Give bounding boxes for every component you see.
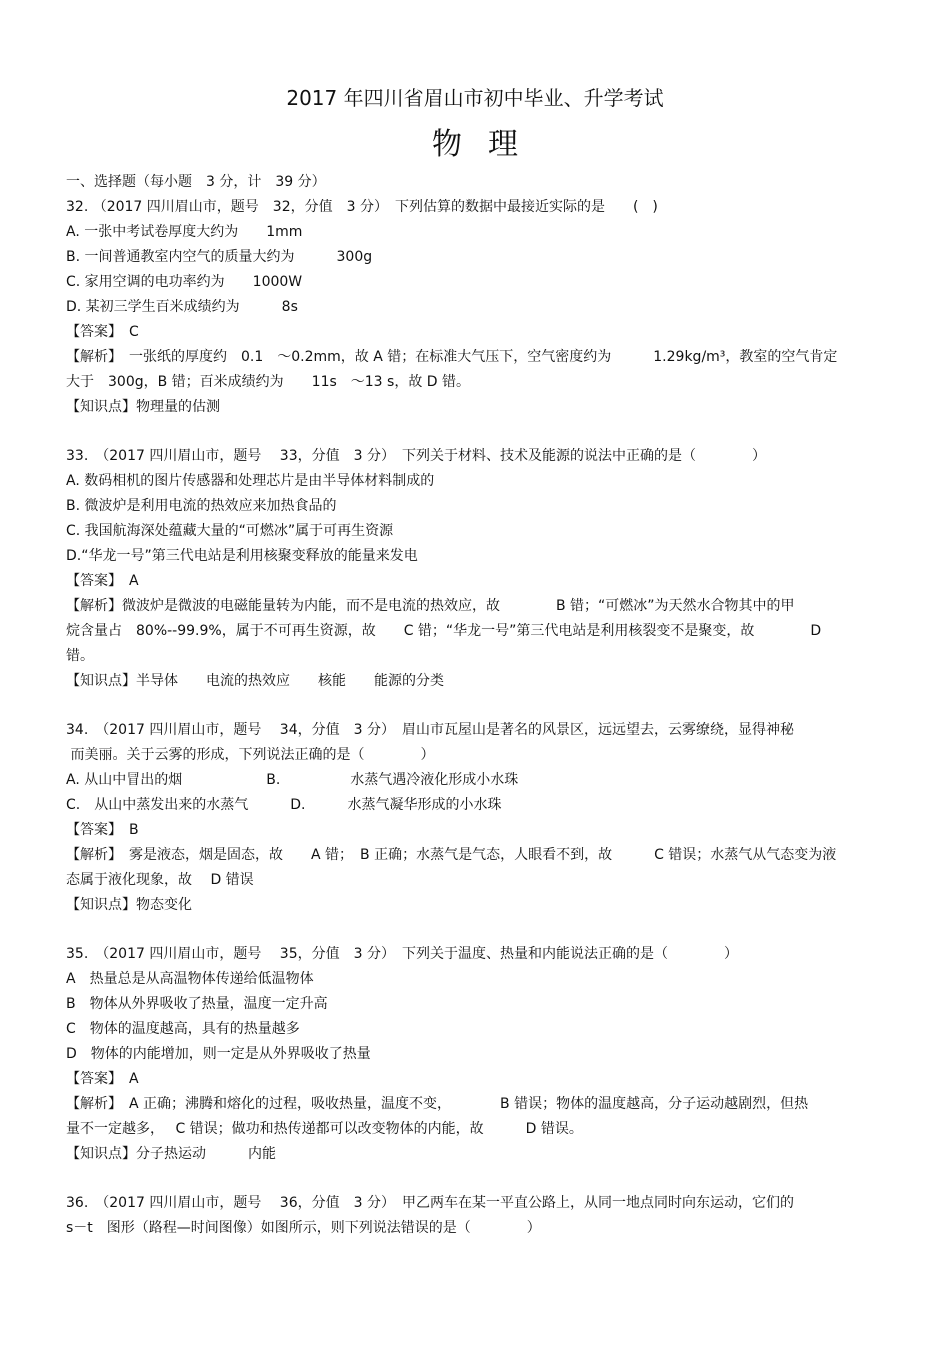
question-35-analysis-line-1: 【解析】 A 正确；沸腾和熔化的过程，吸收热量，温度不变， B 错误；物体的温度越高，分子运动越剧烈，但热	[66, 1096, 809, 1112]
question-32-answer: 【答案】 C	[66, 324, 139, 340]
question-36-stem-line-2: s－t 图形（路程—时间图像）如图所示，则下列说法错误的是（ ）	[66, 1220, 541, 1236]
question-32-option-a: A. 一张中考试卷厚度大约为 1mm	[66, 224, 303, 240]
question-33-stem: 33. （2017 四川眉山市，题号 33，分值 3 分） 下列关于材料、技术及能源的说法中正确的是（ ）	[66, 448, 766, 464]
question-35-analysis-line-2: 量不一定越多， C 错误；做功和热传递都可以改变物体的内能，故 D 错误。	[66, 1121, 583, 1137]
question-34-options-cd: C. 从山中蒸发出来的水蒸气 D. 水蒸气凝华形成的小水珠	[66, 797, 502, 813]
question-35-answer: 【答案】 A	[66, 1071, 139, 1087]
question-34-analysis-line-2: 态属于液化现象，故 D 错误	[66, 872, 254, 888]
question-32-analysis-line-2: 大于 300g，B 错；百米成绩约为 11s ～13 s，故 D 错。	[66, 374, 471, 390]
question-32-knowledge: 【知识点】物理量的估测	[66, 399, 220, 415]
question-33-analysis-line-2: 烷含量占 80%--99.9%，属于不可再生资源，故 C 错；“华龙一号”第三代电站是利用核裂变不是聚变，故 D	[66, 623, 822, 639]
question-32-option-d: D. 某初三学生百米成绩约为 8s	[66, 299, 298, 315]
question-32-analysis-line-1: 【解析】 一张纸的厚度约 0.1 ～0.2mm，故 A 错；在标准大气压下，空气密度约为 1.29kg/m³，教室的空气肯定	[66, 349, 838, 365]
question-35-knowledge: 【知识点】分子热运动 内能	[66, 1146, 276, 1162]
question-34-analysis-line-1: 【解析】 雾是液态，烟是固态，故 A 错； B 正确；水蒸气是气态，人眼看不到，故 C 错误；水蒸气从气态变为液	[66, 847, 837, 863]
question-33-option-c: C. 我国航海深处蕴藏大量的“可燃冰”属于可再生资源	[66, 523, 394, 539]
question-34-knowledge: 【知识点】物态变化	[66, 897, 192, 913]
question-35-option-c: C 物体的温度越高，具有的热量越多	[66, 1021, 300, 1037]
question-34-answer: 【答案】 B	[66, 822, 139, 838]
question-35-option-d: D 物体的内能增加，则一定是从外界吸收了热量	[66, 1046, 371, 1062]
question-32-option-b: B. 一间普通教室内空气的质量大约为 300g	[66, 249, 373, 265]
question-34-stem-line-1: 34. （2017 四川眉山市，题号 34，分值 3 分） 眉山市瓦屋山是著名的风景区，远远望去，云雾缭绕，显得神秘	[66, 722, 794, 738]
question-32-option-c: C. 家用空调的电功率约为 1000W	[66, 274, 303, 290]
subject-title: 物理	[432, 127, 544, 162]
question-33-analysis-line-3: 错。	[66, 648, 94, 664]
section-header: 一、选择题（每小题 3 分，计 39 分）	[66, 174, 326, 190]
question-33-knowledge: 【知识点】半导体 电流的热效应 核能 能源的分类	[66, 673, 444, 689]
question-33-analysis-line-1: 【解析】微波炉是微波的电磁能量转为内能，而不是电流的热效应，故 B 错；“可燃冰”为天然水合物其中的甲	[66, 598, 795, 614]
question-34-stem-line-2: 而美丽。关于云雾的形成，下列说法正确的是（ ）	[66, 747, 435, 763]
question-35-stem: 35. （2017 四川眉山市，题号 35，分值 3 分） 下列关于温度、热量和内能说法正确的是（ ）	[66, 946, 738, 962]
question-32-stem: 32. （2017 四川眉山市，题号 32，分值 3 分） 下列估算的数据中最接近实际的是 ( )	[66, 199, 658, 215]
question-36-stem-line-1: 36. （2017 四川眉山市，题号 36，分值 3 分） 甲乙两车在某一平直公路上，从同一地点同时向东运动，它们的	[66, 1195, 794, 1211]
exam-title: 2017 年四川省眉山市初中毕业、升学考试	[286, 86, 664, 110]
question-34-options-ab: A. 从山中冒出的烟 B. 水蒸气遇冷液化形成小水珠	[66, 772, 519, 788]
question-33-option-d: D.“华龙一号”第三代电站是利用核聚变释放的能量来发电	[66, 548, 418, 564]
question-35-option-b: B 物体从外界吸收了热量，温度一定升高	[66, 996, 328, 1012]
question-33-option-b: B. 微波炉是利用电流的热效应来加热食品的	[66, 498, 337, 514]
question-33-answer: 【答案】 A	[66, 573, 139, 589]
question-33-option-a: A. 数码相机的图片传感器和处理芯片是由半导体材料制成的	[66, 473, 435, 489]
question-35-option-a: A 热量总是从高温物体传递给低温物体	[66, 971, 314, 987]
